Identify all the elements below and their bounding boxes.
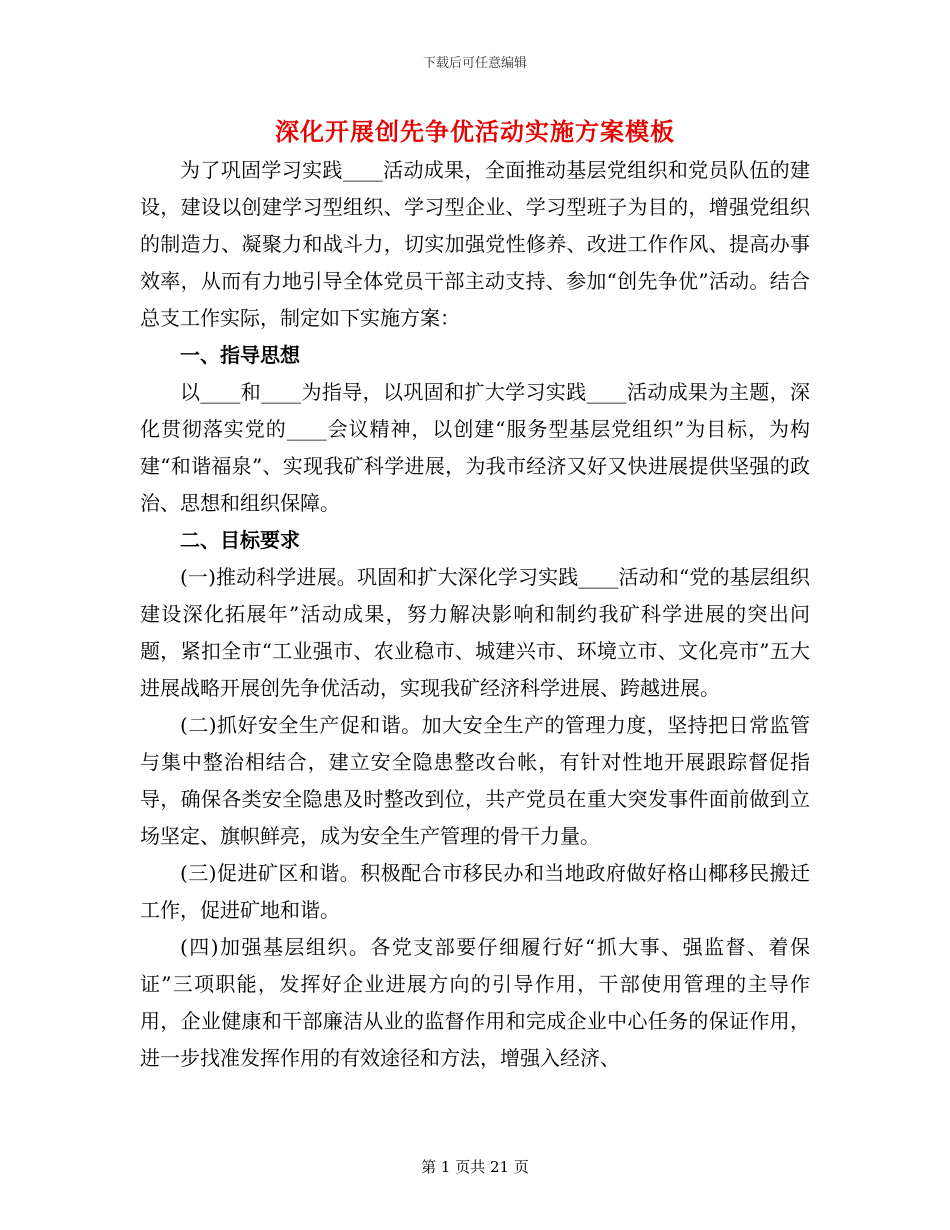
intro-paragraph: 为了巩固学习实践____活动成果，全面推动基层党组织和党员队伍的建设，建设以创建学习型组织、学习型企业、学习型班子为目的，增强党组织的制造力、凝聚力和战斗力，切实加强党性修养、改进工作作风、提高办事效率，从而有力地引导全体党员干部主动支持、参加“创先争优”活动。结合总支工作实际，制定如下实施方案： <box>140 158 810 330</box>
document-body <box>140 152 810 1077</box>
goal-item-4: (四)加强基层组织。各党支部要仔细履行好“抓大事、强监督、着保证”三项职能，发挥好企业进展方向的引导作用，干部使用管理的主导作用，企业健康和干部廉洁从业的监督作用和完成企业中心任务的保证作用，进一步找准发挥作用的有效途径和方法，增强入经济、 <box>140 935 810 1070</box>
guiding-ideology-paragraph: 以____和____为指导，以巩固和扩大学习实践____活动成果为主题，深化贯彻落实党的____会议精神，以创建“服务型基层党组织”为目标，为构建“和谐福泉”、实现我矿科学进展，为我市经济又好又快进展提供坚强的政治、思想和组织保障。 <box>140 380 810 515</box>
page-number: 第 1 页共 21 页 <box>421 1158 529 1176</box>
document-title: 深化开展创先争优活动实施方案模板 <box>275 118 675 146</box>
section-heading-goals: 二、目标要求 <box>180 528 300 552</box>
header-note: 下载后可任意编辑 <box>422 56 527 71</box>
section-heading-guiding-ideology: 一、指导思想 <box>180 343 300 367</box>
goal-item-2: (二)抓好安全生产促和谐。加大安全生产的管理力度，坚持把日常监管与集中整治相结合，建立安全隐患整改台帐，有针对性地开展跟踪督促指导，确保各类安全隐患及时整改到位，共产党员在重大突发事件面前做到立场坚定、旗帜鲜亮，成为安全生产管理的骨干力量。 <box>140 713 810 848</box>
goal-item-3: (三)促进矿区和谐。积极配合市移民办和当地政府做好格山椰移民搬迁工作，促进矿地和谐。 <box>140 861 810 922</box>
goal-item-1: (一)推动科学进展。巩固和扩大深化学习实践____活动和“党的基层组织建设深化拓展年”活动成果，努力解决影响和制约我矿科学进展的突出问题，紧扣全市“工业强市、农业稳市、城建兴市、环境立市、文化亮市”五大进展战略开展创先争优活动，实现我矿经济科学进展、跨越进展。 <box>140 565 810 700</box>
